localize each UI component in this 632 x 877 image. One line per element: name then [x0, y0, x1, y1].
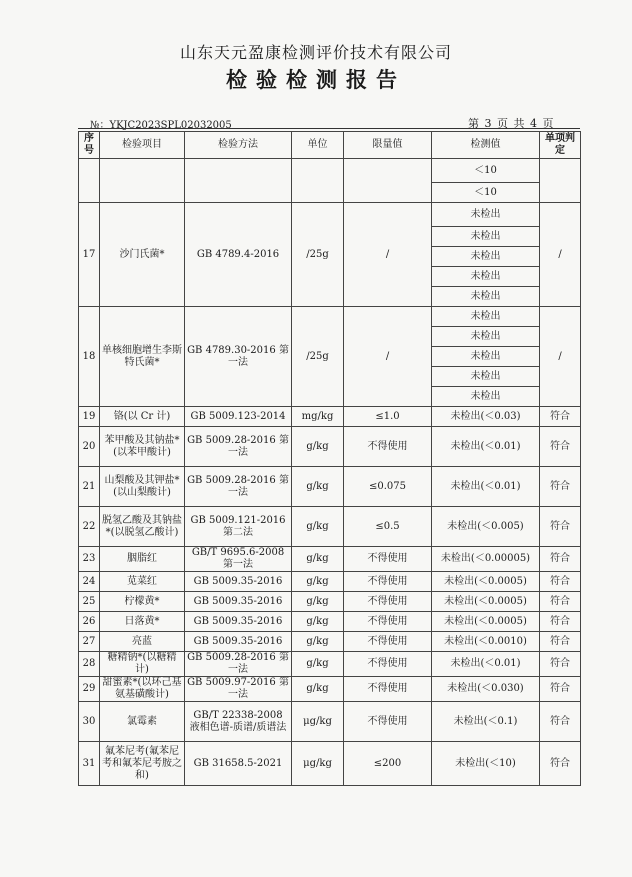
cell-limit: 不得使用 — [344, 702, 432, 742]
cell-result: 未检出 — [432, 387, 540, 407]
cell-judge: 符合 — [540, 427, 581, 467]
cell-judge: 符合 — [540, 652, 581, 677]
page-indicator: 第 3 页 共 4 页 — [468, 117, 555, 130]
cell-result: 未检出(＜0.01) — [432, 427, 540, 467]
cell-unit: g/kg — [292, 612, 344, 632]
cell-limit: 不得使用 — [344, 592, 432, 612]
cell-item: 甜蜜素*(以环己基氨基磺酸计) — [100, 677, 185, 702]
cell-result: 未检出(＜0.0010) — [432, 632, 540, 652]
cell-method: GB 5009.28-2016 第一法 — [185, 427, 292, 467]
cell-seq: 26 — [79, 612, 100, 632]
table-row — [79, 592, 581, 612]
cell-limit: ≤0.5 — [344, 507, 432, 547]
cell-method: GB/T 9695.6-2008 第一法 — [185, 547, 292, 572]
cell-limit: / — [344, 203, 432, 307]
table-row — [79, 159, 581, 183]
cell-seq: 30 — [79, 702, 100, 742]
table-row — [79, 407, 581, 427]
table-row — [79, 612, 581, 632]
cell-method: GB 5009.28-2016 第一法 — [185, 652, 292, 677]
cell-judge: 符合 — [540, 547, 581, 572]
cell-seq: 21 — [79, 467, 100, 507]
cell-item: 单核细胞增生李斯特氏菌* — [100, 307, 185, 407]
col-judge: 单项判定 — [540, 132, 581, 159]
cell-item: 胭脂红 — [100, 547, 185, 572]
cell-judge — [540, 159, 581, 203]
cell-unit: g/kg — [292, 547, 344, 572]
cell-unit: /25g — [292, 307, 344, 407]
cell-result: 未检出 — [432, 327, 540, 347]
cell-judge: 符合 — [540, 632, 581, 652]
col-seq: 序号 — [79, 132, 100, 159]
cell-method: GB 4789.4-2016 — [185, 203, 292, 307]
cell-seq: 29 — [79, 677, 100, 702]
cell-unit: g/kg — [292, 572, 344, 592]
table-row — [79, 572, 581, 592]
cell-unit: g/kg — [292, 592, 344, 612]
cell-item: 脱氢乙酸及其钠盐*(以脱氢乙酸计) — [100, 507, 185, 547]
table-row — [79, 742, 581, 786]
header-rule — [78, 128, 580, 129]
cell-result: ＜10 — [432, 159, 540, 183]
cell-unit: μg/kg — [292, 742, 344, 786]
cell-method — [185, 159, 292, 203]
cell-result: 未检出 — [432, 347, 540, 367]
cell-unit — [292, 159, 344, 203]
company-name: 山东天元盈康检测评价技术有限公司 — [179, 43, 452, 62]
cell-method: GB 31658.5-2021 — [185, 742, 292, 786]
cell-seq: 23 — [79, 547, 100, 572]
table-header-row — [79, 132, 581, 159]
cell-result: 未检出(＜0.030) — [432, 677, 540, 702]
cell-item: 糖精钠*(以糖精计) — [100, 652, 185, 677]
cell-limit: 不得使用 — [344, 572, 432, 592]
cell-judge: 符合 — [540, 572, 581, 592]
cell-limit: 不得使用 — [344, 427, 432, 467]
cell-limit: ≤0.075 — [344, 467, 432, 507]
cell-result: 未检出(＜0.01) — [432, 467, 540, 507]
col-unit: 单位 — [292, 132, 344, 159]
cell-judge: 符合 — [540, 677, 581, 702]
table-row — [79, 507, 581, 547]
cell-seq — [79, 159, 100, 203]
cell-seq: 24 — [79, 572, 100, 592]
cell-item — [100, 159, 185, 203]
cell-method: GB 5009.35-2016 — [185, 612, 292, 632]
cell-limit: 不得使用 — [344, 547, 432, 572]
table-row — [79, 203, 581, 227]
table-row — [79, 427, 581, 467]
cell-method: GB 5009.121-2016 第二法 — [185, 507, 292, 547]
cell-result: 未检出(＜0.00005) — [432, 547, 540, 572]
cell-item: 铬(以 Cr 计) — [100, 407, 185, 427]
cell-limit — [344, 159, 432, 203]
table-row — [79, 677, 581, 702]
cell-method: GB 5009.123-2014 — [185, 407, 292, 427]
table-row — [79, 632, 581, 652]
cell-limit: 不得使用 — [344, 652, 432, 677]
col-result: 检测值 — [432, 132, 540, 159]
col-limit: 限量值 — [344, 132, 432, 159]
report-number: №：YKJC2023SPL02032005 — [90, 120, 232, 131]
cell-seq: 31 — [79, 742, 100, 786]
cell-method: GB 5009.35-2016 — [185, 572, 292, 592]
cell-seq: 19 — [79, 407, 100, 427]
cell-seq: 22 — [79, 507, 100, 547]
cell-result: 未检出(＜0.0005) — [432, 592, 540, 612]
table-row — [79, 702, 581, 742]
cell-method: GB 4789.30-2016 第一法 — [185, 307, 292, 407]
cell-limit: 不得使用 — [344, 612, 432, 632]
cell-unit: g/kg — [292, 677, 344, 702]
cell-judge: 符合 — [540, 407, 581, 427]
cell-seq: 20 — [79, 427, 100, 467]
cell-judge: 符合 — [540, 592, 581, 612]
cell-unit: /25g — [292, 203, 344, 307]
table-row — [79, 307, 581, 327]
cell-item: 沙门氏菌* — [100, 203, 185, 307]
cell-result: 未检出 — [432, 367, 540, 387]
cell-judge: 符合 — [540, 467, 581, 507]
cell-result: 未检出(＜10) — [432, 742, 540, 786]
cell-method: GB/T 22338-2008 液相色谱-质谱/质谱法 — [185, 702, 292, 742]
cell-limit: 不得使用 — [344, 632, 432, 652]
cell-unit: g/kg — [292, 632, 344, 652]
cell-judge: 符合 — [540, 742, 581, 786]
cell-result: 未检出 — [432, 203, 540, 227]
cell-judge: 符合 — [540, 702, 581, 742]
table-row — [79, 652, 581, 677]
cell-item: 苋菜红 — [100, 572, 185, 592]
cell-judge: / — [540, 307, 581, 407]
cell-judge: 符合 — [540, 507, 581, 547]
col-item: 检验项目 — [100, 132, 185, 159]
cell-item: 山梨酸及其钾盐*(以山梨酸计) — [100, 467, 185, 507]
cell-result: 未检出(＜0.005) — [432, 507, 540, 547]
report-title: 检验检测报告 — [226, 67, 406, 92]
cell-item: 亮蓝 — [100, 632, 185, 652]
cell-seq: 28 — [79, 652, 100, 677]
results-table — [78, 131, 581, 786]
cell-method: GB 5009.97-2016 第一法 — [185, 677, 292, 702]
cell-seq: 17 — [79, 203, 100, 307]
cell-result: 未检出(＜0.01) — [432, 652, 540, 677]
cell-method: GB 5009.35-2016 — [185, 632, 292, 652]
table-row — [79, 467, 581, 507]
cell-result: 未检出 — [432, 247, 540, 267]
cell-result: 未检出(＜0.1) — [432, 702, 540, 742]
cell-unit: μg/kg — [292, 702, 344, 742]
cell-seq: 27 — [79, 632, 100, 652]
cell-item: 柠檬黄* — [100, 592, 185, 612]
cell-unit: g/kg — [292, 652, 344, 677]
cell-unit: g/kg — [292, 467, 344, 507]
cell-limit: ≤200 — [344, 742, 432, 786]
cell-result: 未检出 — [432, 287, 540, 307]
cell-item: 苯甲酸及其钠盐*(以苯甲酸计) — [100, 427, 185, 467]
cell-judge: / — [540, 203, 581, 307]
table-row — [79, 547, 581, 572]
cell-judge: 符合 — [540, 612, 581, 632]
cell-method: GB 5009.35-2016 — [185, 592, 292, 612]
cell-unit: mg/kg — [292, 407, 344, 427]
cell-result: 未检出(＜0.0005) — [432, 572, 540, 592]
cell-method: GB 5009.28-2016 第一法 — [185, 467, 292, 507]
cell-result: ＜10 — [432, 183, 540, 203]
cell-item: 氯霉素 — [100, 702, 185, 742]
cell-item: 氟苯尼考(氟苯尼考和氟苯尼考胺之和) — [100, 742, 185, 786]
cell-result: 未检出(＜0.0005) — [432, 612, 540, 632]
cell-seq: 18 — [79, 307, 100, 407]
cell-unit: g/kg — [292, 507, 344, 547]
cell-result: 未检出 — [432, 307, 540, 327]
cell-item: 日落黄* — [100, 612, 185, 632]
cell-unit: g/kg — [292, 427, 344, 467]
cell-result: 未检出(＜0.03) — [432, 407, 540, 427]
cell-result: 未检出 — [432, 227, 540, 247]
cell-limit: 不得使用 — [344, 677, 432, 702]
cell-limit: / — [344, 307, 432, 407]
cell-seq: 25 — [79, 592, 100, 612]
cell-result: 未检出 — [432, 267, 540, 287]
col-method: 检验方法 — [185, 132, 292, 159]
cell-limit: ≤1.0 — [344, 407, 432, 427]
